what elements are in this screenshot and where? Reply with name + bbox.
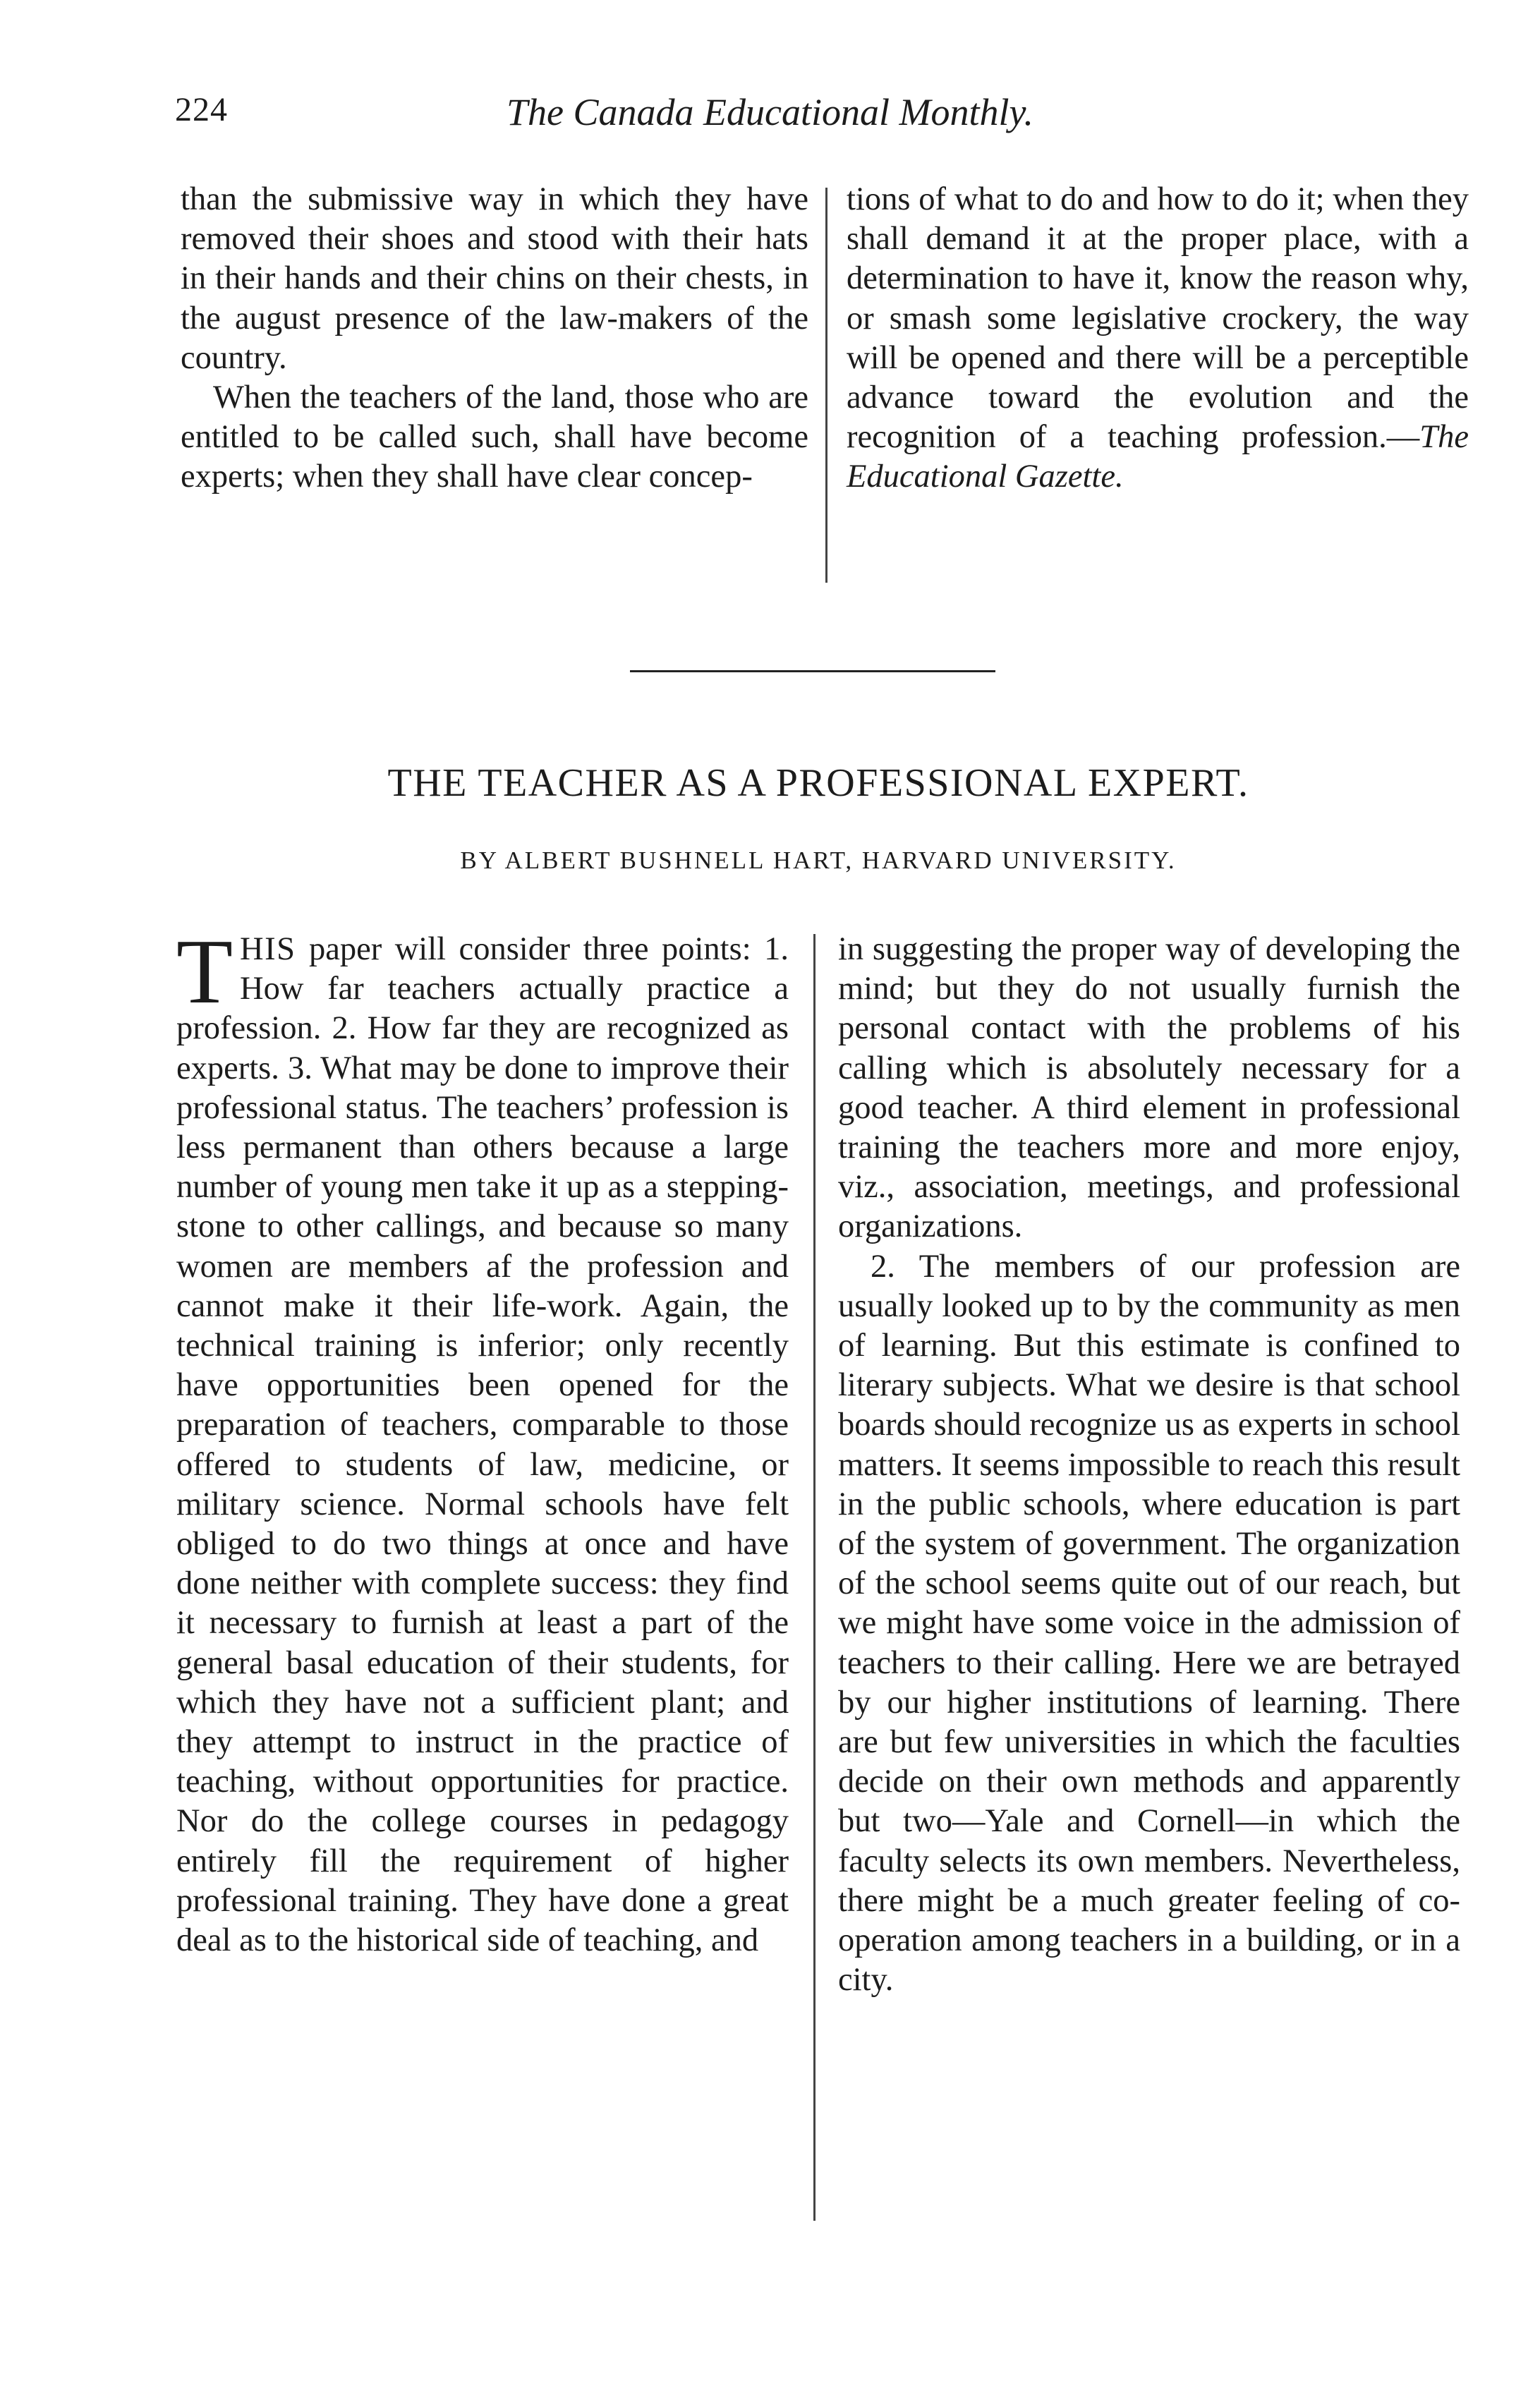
column-divider: [825, 188, 827, 583]
paragraph: [847, 180, 1469, 497]
article-left-column: [176, 921, 789, 1960]
article-byline: BY ALBERT BUSHNELL HART, HARVARD UNIVERSITY.: [460, 847, 1177, 874]
column-divider: [813, 934, 816, 2221]
opening-smallcaps: HIS: [240, 931, 296, 967]
previous-article-left-column: [181, 180, 808, 497]
previous-article-right-column: [847, 180, 1469, 497]
article-title: THE TEACHER AS A PROFESSIONAL EXPERT.: [387, 761, 1249, 805]
page-header: [175, 90, 1388, 140]
running-title: The Canada Educational Monthly.: [507, 91, 1033, 133]
paragraph-text: tions of what to do and how to do it; when they shall demand it at the proper place, with a determination to have it, know the reason why, or smash some legislative crockery, the way will be opened and there will be a perceptible advance toward the evolution and the recognition of a teaching profession.—: [847, 181, 1469, 456]
article-right-column: [838, 930, 1460, 2000]
drop-cap: T: [176, 921, 234, 1023]
paragraph: in suggesting the proper way of developing the mind; but they do not usually furnish the personal contact with the problems of his calling which is absolutely necessary for a good teacher. A third element in professional training the teachers more and more enjoy, viz., association, meetings, and professional organizations.: [838, 931, 1460, 1245]
source-citation: The Educational Gazette.: [847, 419, 1469, 495]
paragraph: 2. The members of our profession are usually looked up to by the community as men of learning. But this estimate is confined to literary subjects. What we desire is that school boards should recognize us as experts in school matters. It seems impossible to reach this result in the public schools, where education is part of the system of government. The organization of the school seems quite out of our reach, but we might have some voice in the admission of teachers to their calling. Here we are betrayed by our higher institutions of learning. There are but few universities in which the faculties decide on their own methods and apparently but two—Yale and Cornell—in which the faculty selects its own members. Nevertheless, there might be a much greater feeling of co-operation among teachers in a building, or in a city.: [838, 1248, 1461, 1999]
page-number: 224: [175, 91, 228, 128]
section-divider: [630, 670, 995, 672]
paragraph: When the teachers of the land, those who are entitled to be called such, shall have become experts; when they shall have clear concep-: [181, 380, 808, 495]
paragraph: than the submissive way in which they have removed their shoes and stood with their hats in their hands and their chins on their chests, in the august presence of the law-makers of the country.: [181, 181, 808, 376]
paragraph-text: paper will consider three points: 1. How far teachers actually practice a profession. 2. How far they are recognized as experts. 3. What may be done to improve their professional status. The teachers’ profession is less permanent than others because a large number of young men take it up as a stepping-stone to other callings, and because so many women are members af the profession and cannot make it their life-work. Again, the technical training is inferior; only recently have opportunities been opened for the preparation of teachers, comparable to those offered to students of law, medicine, or military science. Normal schools have felt obliged to do two things at once and have done neither with complete success: they find it necessary to furnish at least a part of the general basal education of their students, for which they have not a sufficient plant; and they attempt to instruct in the practice of teaching, without opportunities for practice. Nor do the college courses in pedagogy entirely fill the requirement of higher professional training. They have done a great deal as to the historical side of teaching, and: [176, 931, 789, 1959]
paragraph: [176, 921, 789, 1960]
